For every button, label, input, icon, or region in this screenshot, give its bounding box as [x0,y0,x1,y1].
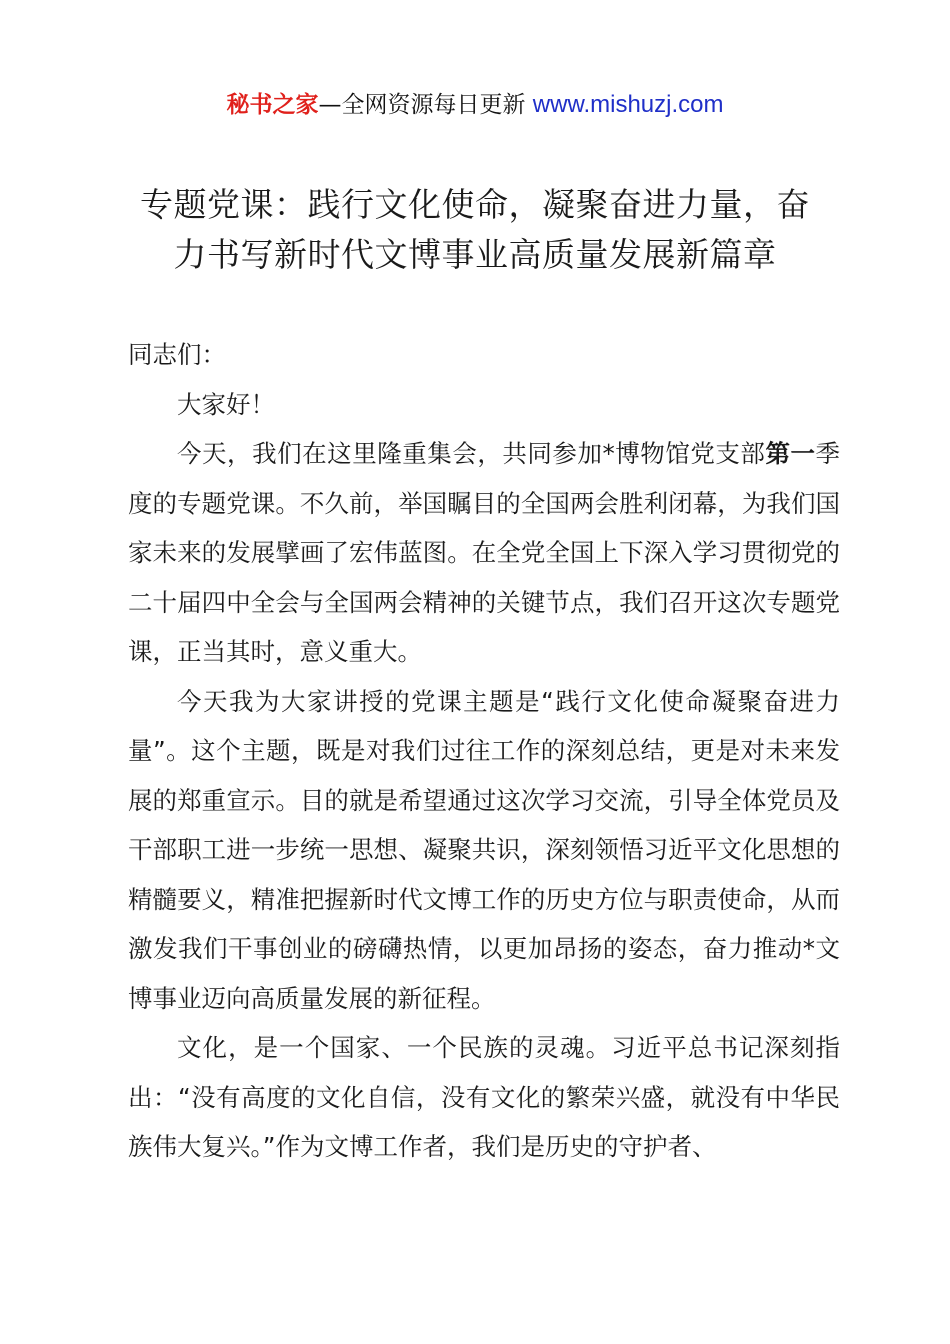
paragraph-1 [128,429,840,677]
site-tagline: —全网资源每日更新 [318,92,533,118]
salutation: 同志们： [128,340,226,369]
title-line-1: 专题党课：践行文化使命，凝聚奋进力量，奋 [140,185,810,224]
site-header [0,88,950,122]
title-line-2: 力书写新时代文博事业高质量发展新篇章 [173,235,777,274]
brand-name: 秘书之家 [226,92,319,118]
greeting: 大家好！ [177,389,275,419]
document-title [110,180,840,280]
paragraph-1-part-b: 季度的专题党课。不久前，举国瞩目的全国两会胜利闭幕，为我们国家未来的发展擘画了宏伟蓝图。在全党全国上下深入学习贯彻党的二十届四中全会与全国两会精神的关键节点，我们召开这次专题党课，正当其时，意义重大。 [128,439,841,666]
site-url[interactable]: www.mishuzj.com [532,91,724,118]
paragraph-1-part-a: 今天，我们在这里隆重集会，共同参加*博物馆党支部 [177,439,766,468]
paragraph-1-bold: 第一 [765,439,816,468]
paragraph-3: 文化，是一个国家、一个民族的灵魂。习近平总书记深刻指出：“没有高度的文化自信，没有文化的繁荣兴盛，就没有中华民族伟大复兴。”作为文博工作者，我们是历史的守护者、 [128,1033,840,1161]
paragraph-2: 今天我为大家讲授的党课主题是“践行文化使命凝聚奋进力量”。这个主题，既是对我们过往工作的深刻总结，更是对未来发展的郑重宣示。目的就是希望通过这次学习交流，引导全体党员及干部职工进一步统一思想、凝聚共识，深刻领悟习近平文化思想的精髓要义，精准把握新时代文博工作的历史方位与职责使命，从而激发我们干事创业的磅礴热情，以更加昂扬的姿态，奋力推动*文博事业迈向高质量发展的新征程。 [128,686,840,1013]
document-body [128,330,840,1172]
